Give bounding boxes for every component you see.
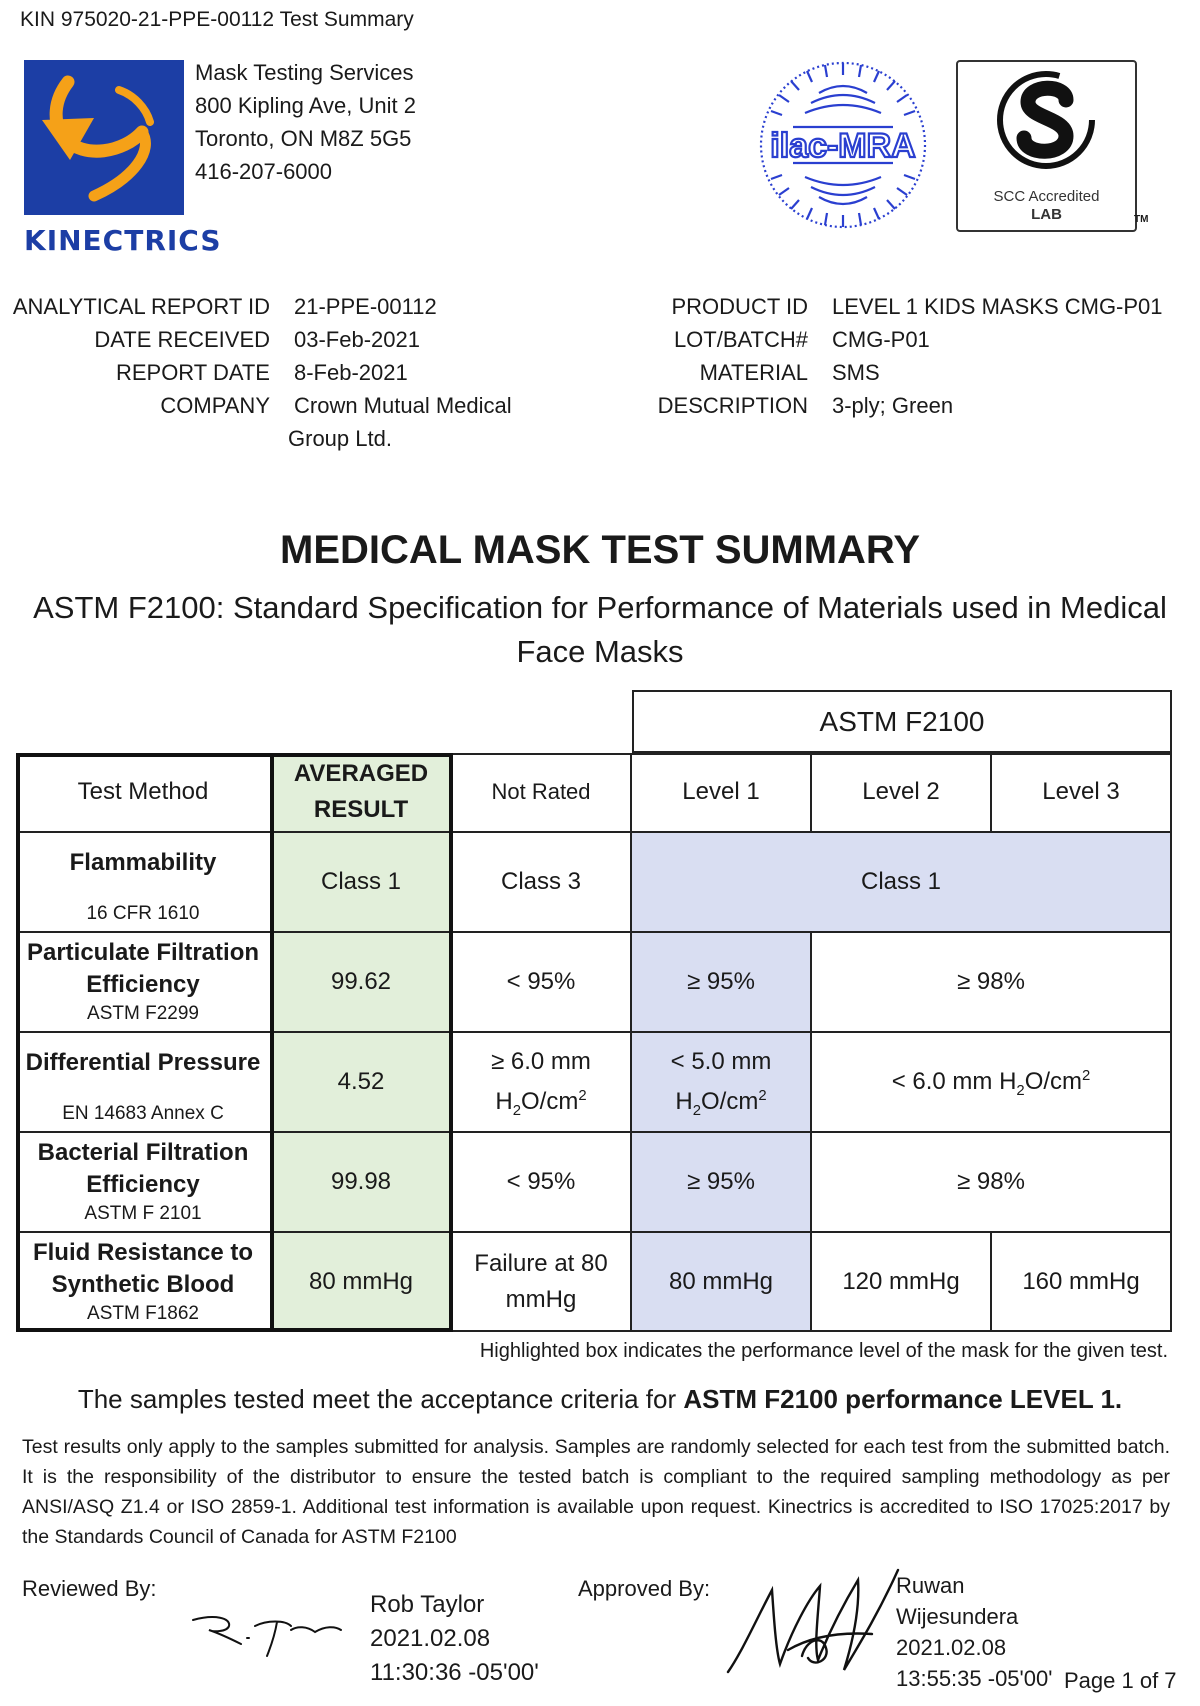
row-fluid-method (16, 1233, 272, 1332)
method-standard: ASTM F 2101 (84, 1203, 202, 1224)
header-test-method: Test Method (16, 753, 272, 833)
approver-name: Ruwan (896, 1573, 965, 1598)
method-standard: 16 CFR 1610 (86, 903, 200, 924)
reviewer-signature (185, 1600, 345, 1660)
row-dp-avg: 4.52 (272, 1033, 452, 1133)
logo-wordmark: KINECTRICS (24, 224, 222, 257)
row-dp-not-rated (452, 1033, 632, 1133)
method-name: Differential Pressure (25, 1049, 261, 1076)
method-name: Particulate Filtration (26, 939, 260, 966)
conclusion-level: ASTM F2100 performance LEVEL 1. (683, 1384, 1123, 1414)
row-fluid-level-1: 80 mmHg (632, 1233, 812, 1332)
trademark-mark: TM (1134, 214, 1149, 225)
dp-unit: < 6.0 mm $H_2O/cm^2$ (891, 1068, 1091, 1099)
address-line: 800 Kipling Ave, Unit 2 (195, 93, 416, 118)
test-summary-table (16, 690, 1172, 1332)
header-avg-line: RESULT (313, 796, 409, 823)
row-bfe-level-1: ≥ 95% (632, 1133, 812, 1233)
method-standard: ASTM F2299 (87, 1003, 199, 1024)
approved-by-label: Approved By: (578, 1576, 711, 1601)
group-header-astm: ASTM F2100 (632, 690, 1172, 753)
scc-line1: SCC Accredited (993, 188, 1100, 205)
reviewer-info (370, 1588, 539, 1690)
info-label: MATERIAL (699, 360, 808, 385)
fluid-line: Failure at 80 (474, 1249, 608, 1277)
info-label: LOT/BATCH# (673, 327, 808, 352)
dp-value-line: < 5.0 mm (670, 1048, 772, 1075)
ilac-text: ilac-MRA (770, 127, 916, 165)
document-header: KIN 975020-21-PPE-00112 Test Summary (20, 8, 414, 31)
row-bfe-not-rated: < 95% (452, 1133, 632, 1233)
conclusion (0, 1384, 1200, 1415)
subtitle-line: ASTM F2100: Standard Specification for Performance of Materials used in Medical (33, 590, 1167, 625)
row-pfe-level-1: ≥ 95% (632, 933, 812, 1033)
approver-name: Wijesundera (896, 1604, 1019, 1629)
row-bfe-method (16, 1133, 272, 1233)
page-subtitle (20, 586, 1180, 674)
info-label: COMPANY (160, 393, 270, 418)
method-standard: EN 14683 Annex C (62, 1103, 224, 1124)
dp-value-line: ≥ 6.0 mm (491, 1048, 591, 1075)
kinectrics-logo (24, 60, 222, 260)
address-line: 416-207-6000 (195, 159, 333, 184)
method-name: Efficiency (86, 971, 200, 998)
row-bfe-level-2-3: ≥ 98% (812, 1133, 1172, 1233)
reviewer-name: Rob Taylor (370, 1591, 485, 1618)
info-value: SMS (832, 360, 880, 385)
conclusion-text: The samples tested meet the acceptance criteria for (77, 1384, 684, 1414)
subtitle-line: Face Masks (516, 634, 684, 669)
method-standard: ASTM F1862 (87, 1302, 199, 1324)
row-fluid-level-2: 120 mmHg (812, 1233, 992, 1332)
method-name: Flammability (69, 849, 217, 876)
info-value: 03-Feb-2021 (294, 327, 420, 352)
dp-unit: $H_2O/cm^2$ (495, 1088, 587, 1119)
scc-logo-icon (958, 62, 1135, 182)
header-level-1: Level 1 (632, 753, 812, 833)
info-label: PRODUCT ID (671, 294, 808, 319)
reviewer-date: 2021.02.08 (370, 1625, 491, 1652)
method-name: Fluid Resistance to (32, 1238, 254, 1266)
row-flammability-levels: Class 1 (632, 833, 1172, 933)
info-value: 21-PPE-00112 (294, 294, 437, 319)
header-averaged-result (272, 753, 452, 833)
info-label: DESCRIPTION (657, 393, 808, 418)
reviewed-by-label: Reviewed By: (22, 1576, 157, 1601)
row-pfe-not-rated: < 95% (452, 933, 632, 1033)
header-not-rated: Not Rated (452, 753, 632, 833)
scc-accredited-badge (956, 60, 1137, 232)
method-name: Efficiency (86, 1171, 200, 1198)
row-flammability-not-rated: Class 3 (452, 833, 632, 933)
logo-mark-icon (24, 60, 184, 215)
address-line: Mask Testing Services (195, 60, 414, 85)
reviewer-time: 11:30:36 -05'00' (370, 1659, 539, 1686)
info-label: REPORT DATE (115, 360, 270, 385)
highlight-note: Highlighted box indicates the performance level of the mask for the given test. (479, 1340, 1168, 1362)
scc-line2: LAB (1031, 206, 1062, 223)
row-bfe-avg: 99.98 (272, 1133, 452, 1233)
row-pfe-level-2-3: ≥ 98% (812, 933, 1172, 1033)
info-value: 3-ply; Green (832, 393, 954, 418)
header-level-2: Level 2 (812, 753, 992, 833)
approver-signature (722, 1560, 902, 1700)
row-pfe-avg: 99.62 (272, 933, 452, 1033)
info-value: CMG-P01 (832, 327, 930, 352)
method-name: Bacterial Filtration (37, 1139, 249, 1166)
address-line: Toronto, ON M8Z 5G5 (195, 126, 412, 151)
row-fluid-avg: 80 mmHg (272, 1233, 452, 1332)
info-value: LEVEL 1 KIDS MASKS CMG-P01 (832, 294, 1163, 319)
header-avg-line: AVERAGED (293, 760, 429, 787)
page-number: Page 1 of 7 (1064, 1668, 1177, 1693)
ilac-mra-seal (755, 57, 931, 233)
lab-address (195, 56, 416, 188)
row-flammability-method (16, 833, 272, 933)
info-value: Group Ltd. (288, 426, 392, 451)
fluid-line: mmHg (505, 1285, 577, 1313)
approver-time: 13:55:35 -05'00' (896, 1666, 1053, 1691)
disclaimer: Test results only apply to the samples submitted for analysis. Samples are randomly selected for each test from the submitted batch. It is the responsibility of the distributor to ensure the tested batch is compliant to the required sampling methodology as per ANSI/ASQ Z1.4 or ISO 2859-1. Additional test information is available upon request. Kinectrics is accredited to ISO 17025:2017 by the Standards Council of Canada for ASTM F2100 (22, 1436, 1170, 1548)
info-value: 8-Feb-2021 (294, 360, 408, 385)
info-label: ANALYTICAL REPORT ID (12, 294, 270, 319)
header-level-3: Level 3 (992, 753, 1172, 833)
approver-date: 2021.02.08 (896, 1635, 1007, 1660)
approver-info (896, 1570, 1052, 1694)
row-flammability-avg: Class 1 (272, 833, 452, 933)
dp-unit: $H_2O/cm^2$ (675, 1088, 767, 1119)
row-pfe-method (16, 933, 272, 1033)
info-label: DATE RECEIVED (94, 327, 270, 352)
page-title: MEDICAL MASK TEST SUMMARY (280, 528, 920, 572)
row-fluid-level-3: 160 mmHg (992, 1233, 1172, 1332)
method-name: Synthetic Blood (51, 1270, 235, 1298)
info-value: Crown Mutual Medical (294, 393, 512, 418)
row-fluid-not-rated (452, 1233, 632, 1332)
row-dp-method (16, 1033, 272, 1133)
row-dp-level-1 (632, 1033, 812, 1133)
row-dp-level-2-3 (812, 1033, 1172, 1133)
